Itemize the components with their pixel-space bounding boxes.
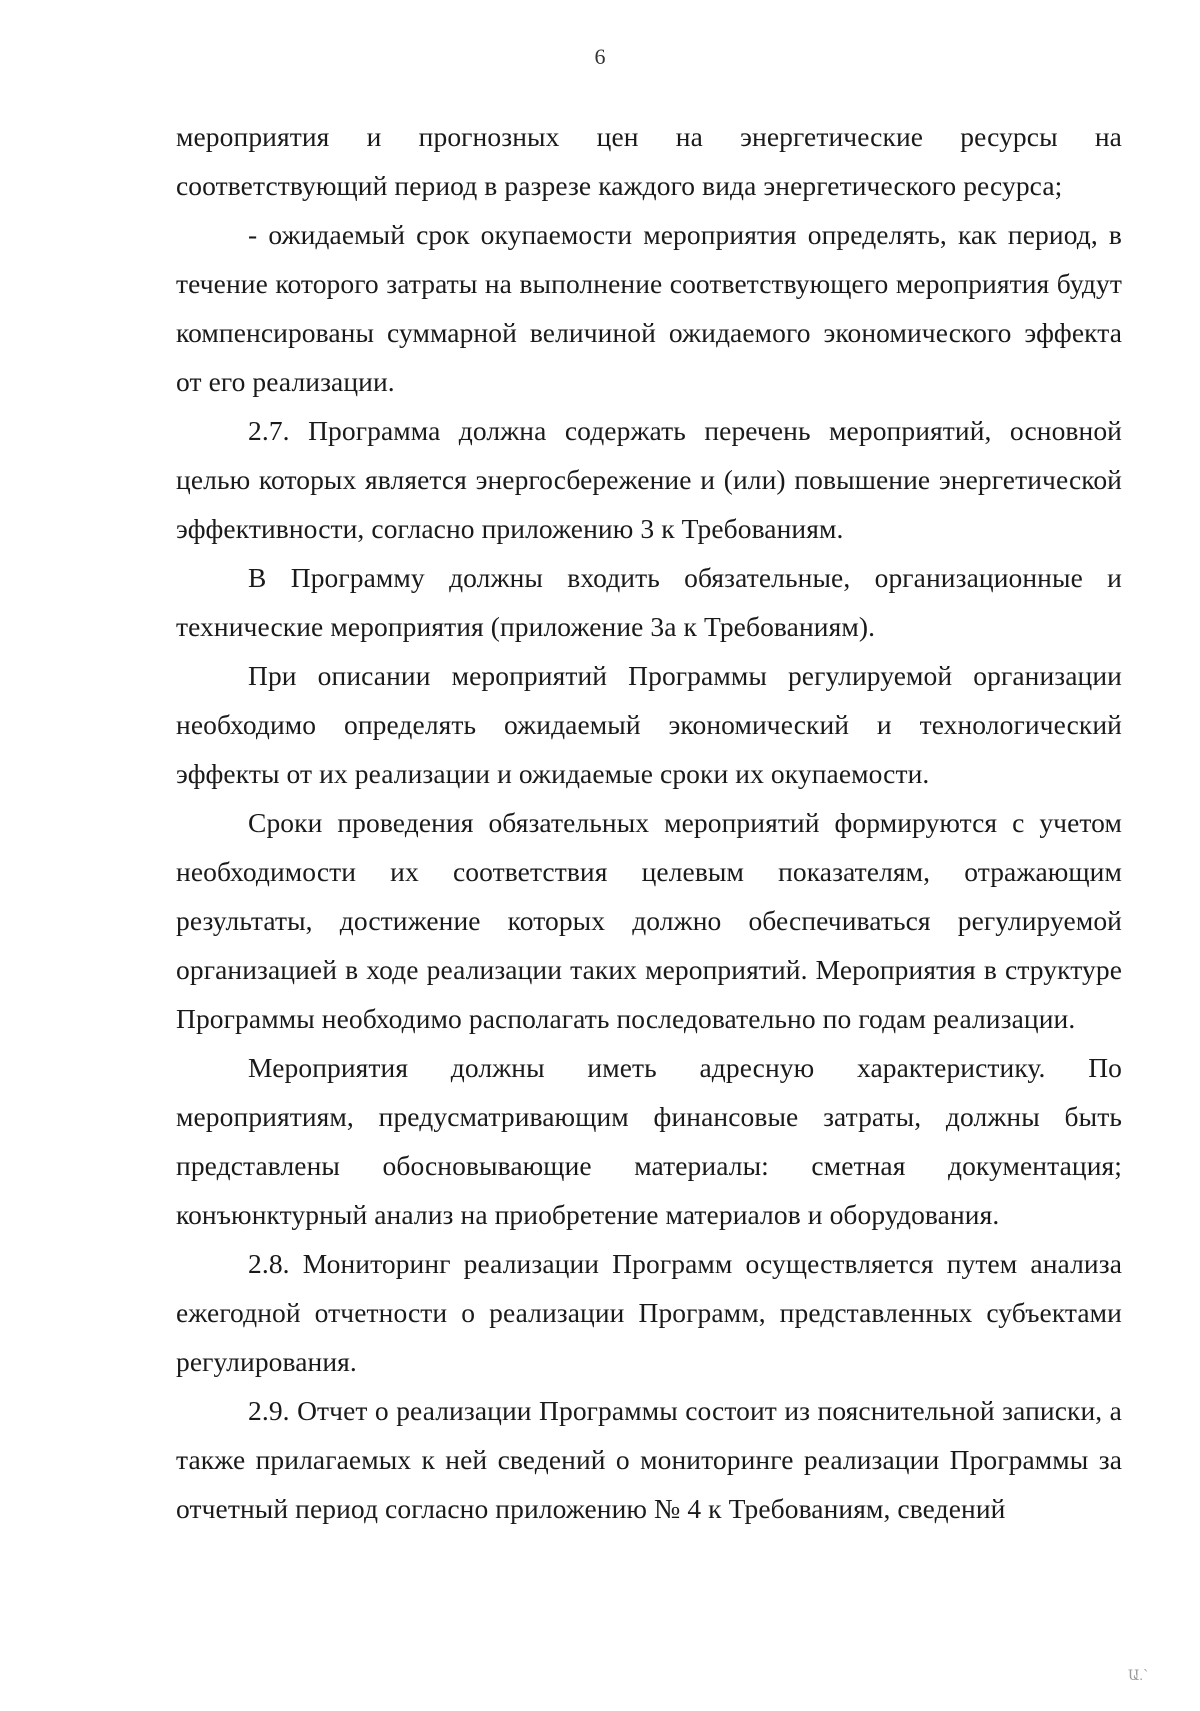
paragraph-6: Сроки проведения обязательных мероприятий формируются с учетом необходимости их соответствия целевым показателям, отражающим результаты, достижение которых должно обеспечиваться регулируемой организацией в ходе реализации таких мероприятий. Мероприятия в структуре Программы необходимо располагать последовательно по годам реализации. [176,807,1122,1034]
paragraph-1: мероприятия и прогнозных цен на энергетические ресурсы на соответствующий период в разрезе каждого вида энергетического ресурса; [176,121,1122,201]
paragraph-5: При описании мероприятий Программы регулируемой организации необходимо определять ожидаемый экономический и технологический эффекты от их реализации и ожидаемые сроки их окупаемости. [176,660,1122,789]
paragraph-8: 2.8. Мониторинг реализации Программ осуществляется путем анализа ежегодной отчетности о реализации Программ, представленных субъектами регулирования. [176,1248,1122,1377]
paragraph-2: - ожидаемый срок окупаемости мероприятия определять, как период, в течение которого затраты на выполнение соответствующего мероприятия будут компенсированы суммарной величиной ожидаемого экономического эффекта от его реализации. [176,219,1122,397]
paragraph-7: Мероприятия должны иметь адресную характеристику. По мероприятиям, предусматривающим финансовые затраты, должны быть представлены обосновывающие материалы: сметная документация; конъюнктурный анализ на приобретение материалов и оборудования. [176,1052,1122,1230]
page-number: 6 [594,44,606,69]
corner-mark: Ա.՝ [1128,1669,1148,1684]
document-body [176,112,1122,1533]
paragraph-4: В Программу должны входить обязательные, организационные и технические мероприятия (приложение 3а к Требованиям). [176,562,1122,642]
paragraph-9: 2.9. Отчет о реализации Программы состоит из пояснительной записки, а также прилагаемых к ней сведений о мониторинге реализации Программы за отчетный период согласно приложению № 4 к Требованиям, сведений [176,1395,1122,1524]
paragraph-3: 2.7. Программа должна содержать перечень мероприятий, основной целью которых является энергосбережение и (или) повышение энергетической эффективности, согласно приложению 3 к Требованиям. [176,415,1122,544]
